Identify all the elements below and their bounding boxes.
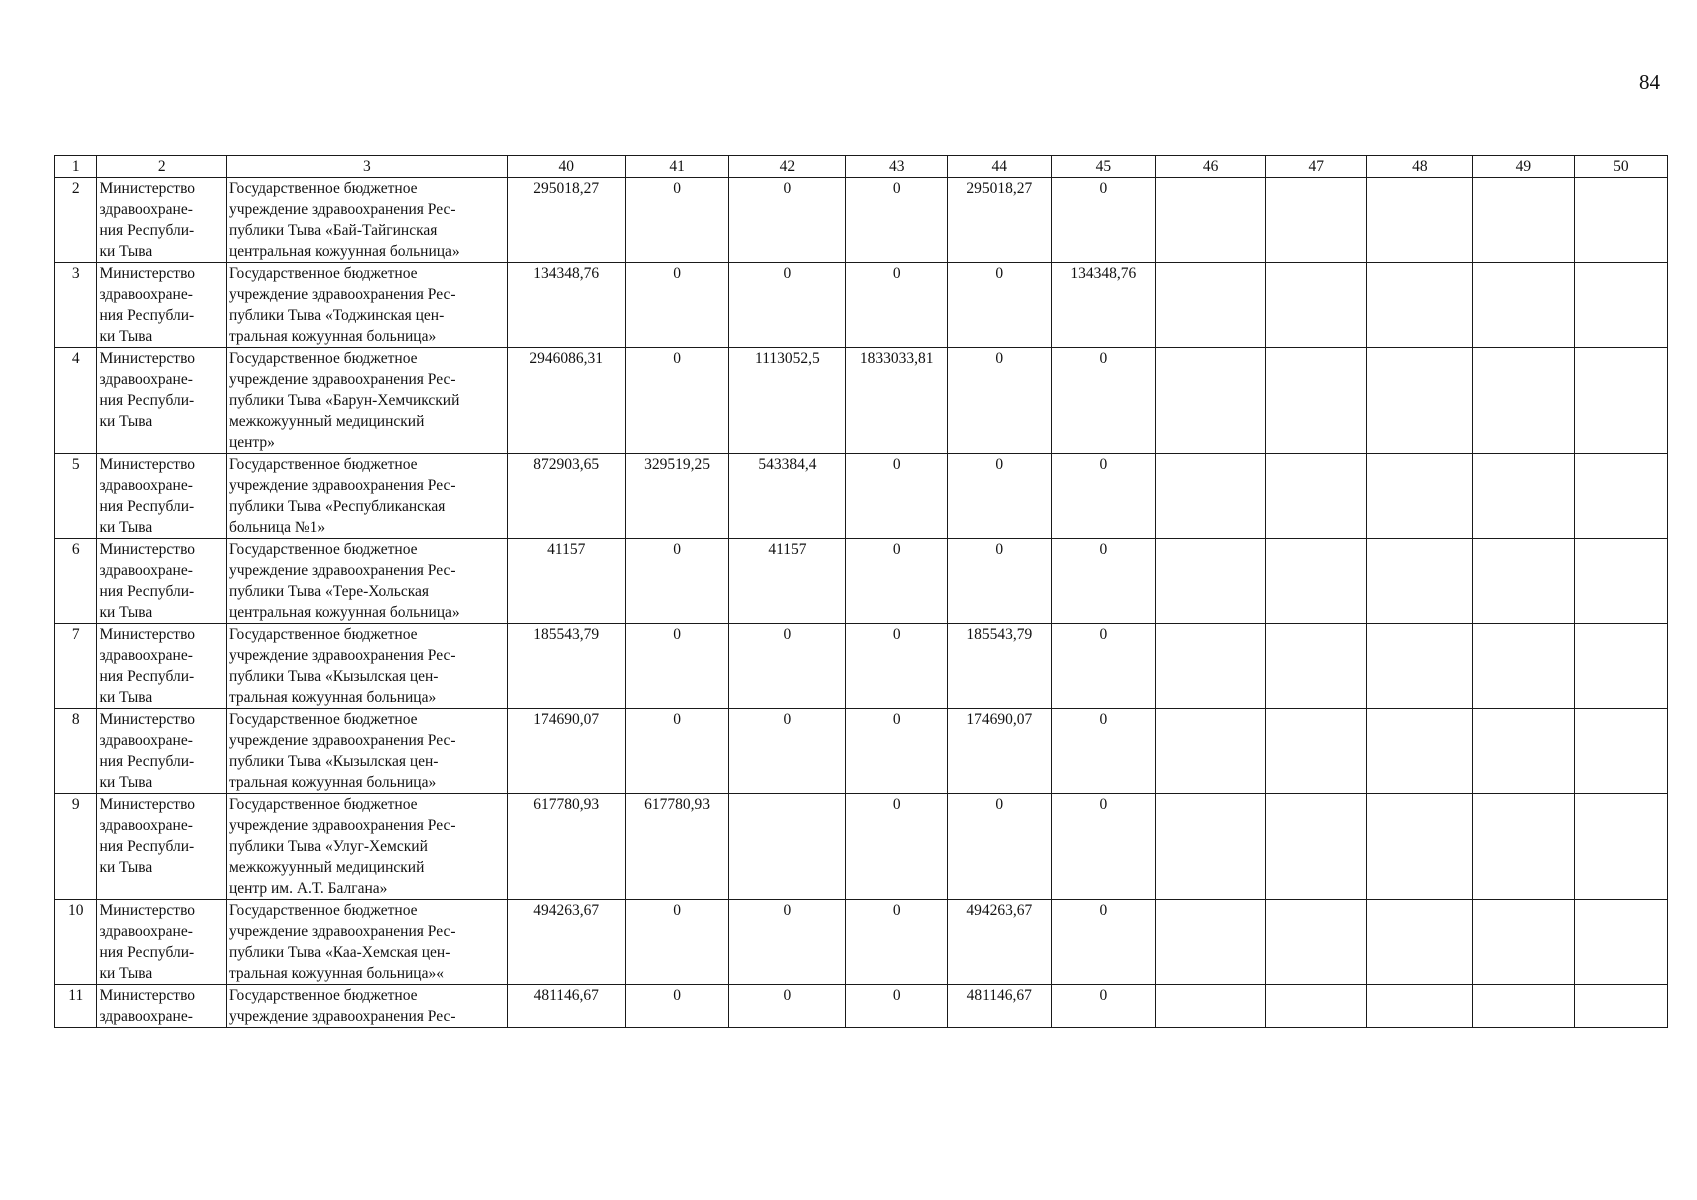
cell-text-line: Министерство	[99, 265, 196, 282]
table-row	[55, 263, 1668, 348]
cell-text-line: Государственное бюджетное	[228, 711, 418, 728]
value-cell: 0	[846, 178, 948, 263]
value-cell	[1574, 454, 1667, 539]
table-row	[55, 985, 1668, 1028]
value-cell: 2946086,31	[507, 348, 625, 454]
cell-text-line: здравоохране-	[99, 286, 193, 303]
value-cell: 0	[625, 348, 729, 454]
value-cell	[1265, 539, 1367, 624]
value-cell	[1156, 263, 1266, 348]
cell-text-line: центр им. А.Т. Балгана»	[228, 880, 388, 897]
institution-cell	[226, 985, 507, 1028]
value-cell: 481146,67	[947, 985, 1051, 1028]
cell-text-line: межкожуунный медицинский	[228, 859, 425, 876]
column-header: 46	[1156, 156, 1266, 178]
value-cell	[1367, 624, 1473, 709]
value-cell	[1156, 624, 1266, 709]
value-cell: 295018,27	[507, 178, 625, 263]
cell-text-line: больница №1»	[228, 519, 326, 536]
value-cell	[1156, 539, 1266, 624]
column-header: 47	[1265, 156, 1367, 178]
institution-cell	[226, 794, 507, 900]
value-cell: 0	[729, 985, 846, 1028]
column-header: 49	[1473, 156, 1575, 178]
value-cell: 134348,76	[1051, 263, 1156, 348]
value-cell: 0	[1051, 348, 1156, 454]
cell-text-line: ния Республи-	[99, 498, 195, 515]
cell-text-line: ния Республи-	[99, 392, 195, 409]
value-cell: 0	[1051, 709, 1156, 794]
cell-text-line: Министерство	[99, 796, 196, 813]
value-cell	[1473, 709, 1575, 794]
value-cell: 0	[1051, 900, 1156, 985]
value-cell	[1574, 624, 1667, 709]
institution-cell	[226, 263, 507, 348]
value-cell	[1574, 348, 1667, 454]
cell-text-line: Министерство	[99, 902, 196, 919]
value-cell	[1574, 709, 1667, 794]
cell-text-line: учреждение здравоохранения Рес-	[228, 201, 456, 218]
institution-cell	[226, 454, 507, 539]
ministry-cell	[97, 624, 226, 709]
value-cell	[1265, 624, 1367, 709]
table-row	[55, 539, 1668, 624]
column-header: 1	[55, 156, 97, 178]
row-number-cell: 11	[55, 985, 97, 1028]
value-cell	[1367, 348, 1473, 454]
cell-text-line: Государственное бюджетное	[228, 265, 418, 282]
cell-text-line: Министерство	[99, 350, 196, 367]
value-cell	[1265, 709, 1367, 794]
cell-text-line: ния Республи-	[99, 944, 195, 961]
value-cell: 134348,76	[507, 263, 625, 348]
ministry-cell	[97, 985, 226, 1028]
value-cell: 0	[625, 900, 729, 985]
value-cell: 0	[846, 794, 948, 900]
cell-text-line: ки Тыва	[99, 774, 153, 791]
cell-text-line: Государственное бюджетное	[228, 626, 418, 643]
value-cell	[1156, 900, 1266, 985]
value-cell	[1473, 794, 1575, 900]
cell-text-line: ния Республи-	[99, 222, 195, 239]
value-cell: 494263,67	[947, 900, 1051, 985]
cell-text-line: ки Тыва	[99, 859, 153, 876]
cell-text-line: центр»	[228, 434, 275, 451]
table-body	[55, 178, 1668, 1028]
value-cell	[1265, 348, 1367, 454]
ministry-cell	[97, 900, 226, 985]
value-cell: 872903,65	[507, 454, 625, 539]
value-cell	[1574, 985, 1667, 1028]
cell-text-line: Министерство	[99, 541, 196, 558]
cell-text-line: публики Тыва «Тоджинская цен-	[228, 307, 445, 324]
cell-text-line: публики Тыва «Улуг-Хемский	[228, 838, 428, 855]
value-cell: 174690,07	[507, 709, 625, 794]
value-cell: 0	[947, 263, 1051, 348]
value-cell: 329519,25	[625, 454, 729, 539]
cell-text-line: тральная кожуунная больница»	[228, 689, 437, 706]
cell-text-line: здравоохране-	[99, 371, 193, 388]
cell-text-line: учреждение здравоохранения Рес-	[228, 477, 456, 494]
value-cell	[1473, 348, 1575, 454]
institution-cell	[226, 900, 507, 985]
cell-text-line: Министерство	[99, 180, 196, 197]
table-row	[55, 900, 1668, 985]
value-cell: 1833033,81	[846, 348, 948, 454]
cell-text-line: Министерство	[99, 711, 196, 728]
cell-text-line: Министерство	[99, 626, 196, 643]
value-cell	[1367, 900, 1473, 985]
value-cell	[1367, 178, 1473, 263]
value-cell: 0	[625, 539, 729, 624]
value-cell: 0	[1051, 539, 1156, 624]
value-cell: 0	[1051, 454, 1156, 539]
value-cell	[1574, 900, 1667, 985]
cell-text-line: учреждение здравоохранения Рес-	[228, 923, 456, 940]
cell-text-line: здравоохране-	[99, 817, 193, 834]
value-cell	[1473, 454, 1575, 539]
value-cell: 0	[846, 539, 948, 624]
value-cell: 617780,93	[625, 794, 729, 900]
ministry-cell	[97, 178, 226, 263]
row-number-cell: 3	[55, 263, 97, 348]
value-cell: 0	[1051, 794, 1156, 900]
column-header: 50	[1574, 156, 1667, 178]
cell-text-line: Министерство	[99, 987, 196, 1004]
value-cell: 543384,4	[729, 454, 846, 539]
cell-text-line: ния Республи-	[99, 307, 195, 324]
cell-text-line: тральная кожуунная больница»	[228, 328, 437, 345]
cell-text-line: центральная кожуунная больница»	[228, 604, 460, 621]
value-cell	[1473, 985, 1575, 1028]
value-cell: 0	[625, 709, 729, 794]
value-cell	[1574, 178, 1667, 263]
cell-text-line: Министерство	[99, 456, 196, 473]
table-row	[55, 794, 1668, 900]
column-header: 44	[947, 156, 1051, 178]
value-cell: 0	[1051, 624, 1156, 709]
institution-cell	[226, 539, 507, 624]
value-cell: 0	[729, 709, 846, 794]
cell-text-line: здравоохране-	[99, 923, 193, 940]
cell-text-line: здравоохране-	[99, 201, 193, 218]
column-header: 41	[625, 156, 729, 178]
value-cell: 174690,07	[947, 709, 1051, 794]
cell-text-line: ки Тыва	[99, 413, 153, 430]
table-row	[55, 709, 1668, 794]
cell-text-line: Государственное бюджетное	[228, 987, 418, 1004]
value-cell: 0	[625, 263, 729, 348]
value-cell	[1574, 539, 1667, 624]
cell-text-line: ки Тыва	[99, 243, 153, 260]
value-cell	[1574, 263, 1667, 348]
value-cell	[1473, 178, 1575, 263]
value-cell: 185543,79	[507, 624, 625, 709]
value-cell	[1156, 454, 1266, 539]
cell-text-line: здравоохране-	[99, 562, 193, 579]
column-header: 43	[846, 156, 948, 178]
table-row	[55, 178, 1668, 263]
value-cell: 0	[729, 624, 846, 709]
value-cell: 0	[625, 178, 729, 263]
cell-text-line: здравоохране-	[99, 732, 193, 749]
value-cell	[1265, 454, 1367, 539]
value-cell	[1156, 709, 1266, 794]
cell-text-line: здравоохране-	[99, 477, 193, 494]
value-cell: 494263,67	[507, 900, 625, 985]
cell-text-line: Государственное бюджетное	[228, 902, 418, 919]
value-cell: 0	[846, 985, 948, 1028]
cell-text-line: публики Тыва «Кызылская цен-	[228, 668, 439, 685]
value-cell	[1265, 263, 1367, 348]
cell-text-line: учреждение здравоохранения Рес-	[228, 562, 456, 579]
value-cell: 0	[947, 454, 1051, 539]
column-header: 3	[226, 156, 507, 178]
value-cell	[1367, 539, 1473, 624]
value-cell: 0	[846, 709, 948, 794]
value-cell: 0	[947, 794, 1051, 900]
institution-cell	[226, 709, 507, 794]
page-number: 84	[1639, 70, 1660, 94]
row-number-cell: 4	[55, 348, 97, 454]
cell-text-line: Государственное бюджетное	[228, 456, 418, 473]
value-cell	[1574, 794, 1667, 900]
ministry-cell	[97, 348, 226, 454]
value-cell: 0	[729, 900, 846, 985]
value-cell	[1367, 985, 1473, 1028]
value-cell	[1473, 624, 1575, 709]
row-number-cell: 9	[55, 794, 97, 900]
institution-cell	[226, 348, 507, 454]
cell-text-line: тральная кожуунная больница»	[228, 774, 437, 791]
cell-text-line: здравоохране-	[99, 1008, 193, 1025]
cell-text-line: ния Республи-	[99, 753, 195, 770]
cell-text-line: ки Тыва	[99, 519, 153, 536]
table-row	[55, 348, 1668, 454]
row-number-cell: 7	[55, 624, 97, 709]
institution-cell	[226, 624, 507, 709]
value-cell	[1367, 454, 1473, 539]
value-cell	[1265, 900, 1367, 985]
institution-cell	[226, 178, 507, 263]
cell-text-line: Государственное бюджетное	[228, 350, 418, 367]
column-header: 42	[729, 156, 846, 178]
value-cell: 0	[846, 900, 948, 985]
value-cell: 0	[846, 454, 948, 539]
value-cell	[1156, 348, 1266, 454]
cell-text-line: центральная кожуунная больница»	[228, 243, 460, 260]
cell-text-line: публики Тыва «Каа-Хемская цен-	[228, 944, 451, 961]
cell-text-line: Государственное бюджетное	[228, 796, 418, 813]
value-cell: 0	[846, 263, 948, 348]
column-header: 40	[507, 156, 625, 178]
cell-text-line: ки Тыва	[99, 604, 153, 621]
value-cell	[1156, 794, 1266, 900]
cell-text-line: Государственное бюджетное	[228, 541, 418, 558]
header-row	[55, 156, 1668, 178]
row-number-cell: 6	[55, 539, 97, 624]
value-cell: 185543,79	[947, 624, 1051, 709]
cell-text-line: учреждение здравоохранения Рес-	[228, 732, 456, 749]
value-cell	[1156, 985, 1266, 1028]
cell-text-line: тральная кожуунная больница»«	[228, 965, 444, 982]
value-cell: 0	[846, 624, 948, 709]
value-cell: 0	[625, 624, 729, 709]
data-table	[54, 155, 1668, 1028]
value-cell: 481146,67	[507, 985, 625, 1028]
cell-text-line: ния Республи-	[99, 583, 195, 600]
cell-text-line: Государственное бюджетное	[228, 180, 418, 197]
cell-text-line: ки Тыва	[99, 965, 153, 982]
ministry-cell	[97, 709, 226, 794]
value-cell: 41157	[507, 539, 625, 624]
value-cell: 617780,93	[507, 794, 625, 900]
row-number-cell: 2	[55, 178, 97, 263]
value-cell	[1473, 539, 1575, 624]
cell-text-line: ки Тыва	[99, 328, 153, 345]
value-cell: 295018,27	[947, 178, 1051, 263]
cell-text-line: ки Тыва	[99, 689, 153, 706]
value-cell: 0	[947, 539, 1051, 624]
cell-text-line: межкожуунный медицинский	[228, 413, 425, 430]
cell-text-line: публики Тыва «Барун-Хемчикский	[228, 392, 460, 409]
cell-text-line: публики Тыва «Бай-Тайгинская	[228, 222, 438, 239]
ministry-cell	[97, 794, 226, 900]
row-number-cell: 5	[55, 454, 97, 539]
cell-text-line: ния Республи-	[99, 838, 195, 855]
table-row	[55, 454, 1668, 539]
value-cell: 41157	[729, 539, 846, 624]
ministry-cell	[97, 263, 226, 348]
cell-text-line: учреждение здравоохранения Рес-	[228, 817, 456, 834]
cell-text-line: учреждение здравоохранения Рес-	[228, 647, 456, 664]
cell-text-line: публики Тыва «Кызылская цен-	[228, 753, 439, 770]
column-header: 45	[1051, 156, 1156, 178]
cell-text-line: учреждение здравоохранения Рес-	[228, 1008, 456, 1025]
cell-text-line: публики Тыва «Республиканская	[228, 498, 446, 515]
ministry-cell	[97, 539, 226, 624]
value-cell	[1367, 794, 1473, 900]
value-cell: 0	[625, 985, 729, 1028]
value-cell: 0	[947, 348, 1051, 454]
value-cell	[1473, 263, 1575, 348]
cell-text-line: учреждение здравоохранения Рес-	[228, 286, 456, 303]
cell-text-line: публики Тыва «Тере-Хольская	[228, 583, 430, 600]
cell-text-line: здравоохране-	[99, 647, 193, 664]
value-cell: 0	[1051, 985, 1156, 1028]
value-cell	[1473, 900, 1575, 985]
value-cell	[1367, 263, 1473, 348]
value-cell: 0	[729, 178, 846, 263]
cell-text-line: ния Республи-	[99, 668, 195, 685]
value-cell	[1367, 709, 1473, 794]
value-cell	[1265, 985, 1367, 1028]
ministry-cell	[97, 454, 226, 539]
value-cell	[1265, 178, 1367, 263]
value-cell	[1156, 178, 1266, 263]
row-number-cell: 8	[55, 709, 97, 794]
cell-text-line: учреждение здравоохранения Рес-	[228, 371, 456, 388]
column-header: 2	[97, 156, 226, 178]
value-cell: 0	[1051, 178, 1156, 263]
value-cell	[1265, 794, 1367, 900]
row-number-cell: 10	[55, 900, 97, 985]
table-row	[55, 624, 1668, 709]
value-cell: 1113052,5	[729, 348, 846, 454]
value-cell	[729, 794, 846, 900]
column-header: 48	[1367, 156, 1473, 178]
value-cell: 0	[729, 263, 846, 348]
